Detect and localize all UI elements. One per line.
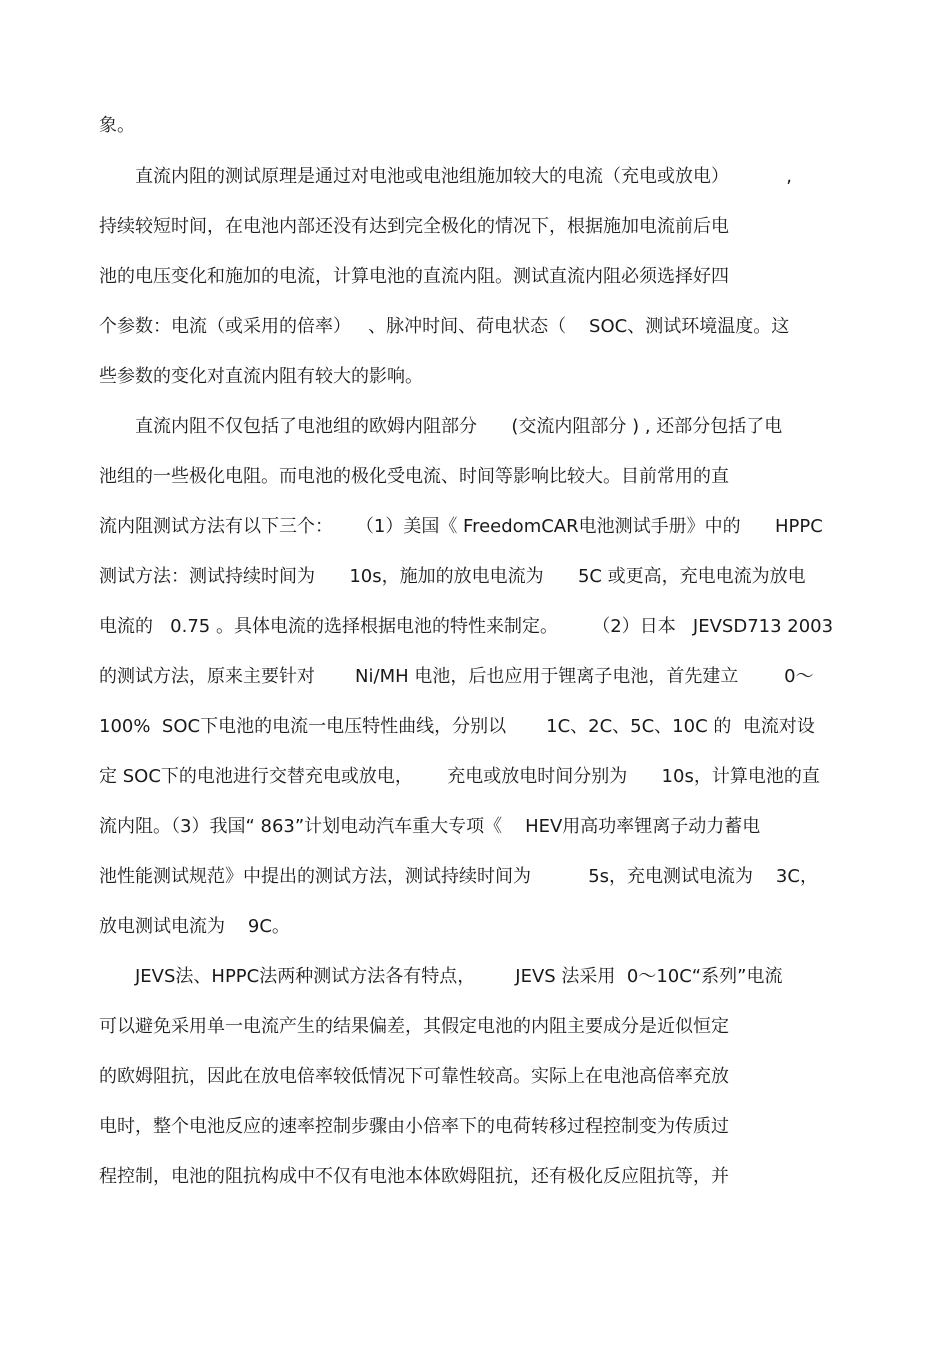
text-line: 定 SOC下的电池进行交替充电或放电， 充电或放电时间分别为 10s，计算电池的直 xyxy=(99,766,820,787)
text-line: JEVS法、HPPC法两种测试方法各有特点， JEVS 法采用 0～10C“系列”电流 xyxy=(135,966,783,987)
text-line: 可以避免采用单一电流产生的结果偏差，其假定电池的内阻主要成分是近似恒定 xyxy=(99,1016,729,1037)
text-line: 电时，整个电池反应的速率控制步骤由小倍率下的电荷转移过程控制变为传质过 xyxy=(99,1116,729,1137)
text-line: 些参数的变化对直流内阻有较大的影响。 xyxy=(99,366,423,387)
text-line: 电流的 0.75 。具体电流的选择根据电池的特性来制定。 （2）日本 JEVSD713 2003 xyxy=(99,616,834,637)
text-line: 测试方法：测试持续时间为 10s，施加的放电电流为 5C 或更高，充电电流为放电 xyxy=(99,566,806,587)
text-line: 池性能测试规范》中提出的测试方法，测试持续时间为 5s，充电测试电流为 3C， xyxy=(99,866,818,887)
text-line: 的欧姆阻抗，因此在放电倍率较低情况下可靠性较高。实际上在电池高倍率充放 xyxy=(99,1066,729,1087)
text-line: 个参数：电流（或采用的倍率） 、脉冲时间、荷电状态（ SOC、测试环境温度。这 xyxy=(99,316,790,337)
text-line: 程控制，电池的阻抗构成中不仅有电池本体欧姆阻抗，还有极化反应阻抗等，并 xyxy=(99,1166,729,1187)
text-line: 池的电压变化和施加的电流，计算电池的直流内阻。测试直流内阻必须选择好四 xyxy=(99,266,729,287)
text-line: 流内阻测试方法有以下三个： （1）美国《 FreedomCAR电池测试手册》中的 HPPC xyxy=(99,516,823,537)
text-line: 直流内阻不仅包括了电池组的欧姆内阻部分 (交流内阻部分 ) , 还部分包括了电 xyxy=(135,416,783,437)
text-line: 的测试方法，原来主要针对 Ni/MH 电池，后也应用于锂离子电池，首先建立 0～ xyxy=(99,666,814,687)
text-line: 流内阻。（3）我国“ 863”计划电动汽车重大专项《 HEV用高功率锂离子动力蓄电 xyxy=(99,816,761,837)
text-line: 池组的一些极化电阻。而电池的极化受电流、时间等影响比较大。目前常用的直 xyxy=(99,466,729,487)
text-line: 直流内阻的测试原理是通过对电池或电池组施加较大的电流（充电或放电） , xyxy=(135,166,792,187)
text-line: 放电测试电流为 9C。 xyxy=(99,916,290,937)
text-line: 象。 xyxy=(99,115,135,136)
text-line: 持续较短时间，在电池内部还没有达到完全极化的情况下，根据施加电流前后电 xyxy=(99,216,729,237)
text-line: 100% SOC下电池的电流一电压特性曲线，分别以 1C、2C、5C、10C 的 电流对设 xyxy=(99,716,815,737)
